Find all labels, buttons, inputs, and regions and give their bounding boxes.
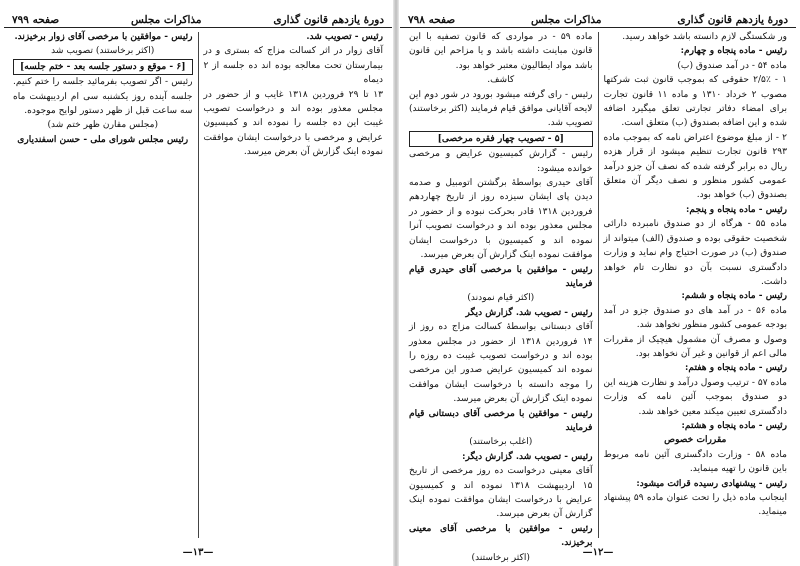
paragraph: کاشف. <box>487 75 515 86</box>
right-folio: —۱۲— <box>582 547 614 558</box>
paragraph: وصول و مصرف آن مشمول هیچیک از مقررات مالی اعم از قوانین و غیر آن نخواهد بود. <box>603 334 787 359</box>
paragraph: ماده ۵۹ - در مواردی که قانون تصفیه با این قانون مباینت داشته باشد و یا مزاحم این قانون باشد مواد ایطالیون معتبر خواهد بود. <box>409 32 593 71</box>
right-header-title: مذاکرات مجلس <box>530 14 602 26</box>
left-page <box>4 4 392 560</box>
paragraph: ماده ۵۶ - در آمد های دو صندوق جزو در آمد بودجه عمومی کشور منظور نخواهد شد. <box>603 305 787 331</box>
paragraph: آقای حیدری بواسطهٔ برگشتن اتومبیل و صدمه دیدن پای ایشان سیزده روز از تاریخ چهاردهم فروردین ۱۳۱۸ قادر بحرکت نبوده و از حضور در مجلس معذور بوده اند و درخواست تصویب آنرا نموده اند و کمیسیون با درخواست ایشان موافقت نموده اینک گزارش آن بعرض میرسد. <box>409 178 593 261</box>
paragraph: رئیس - ماده پنجاه و پنجم: <box>686 203 787 215</box>
paragraph: رئیس - موافقین با مرخصی آقای حیدری قیام فرمایند <box>409 263 593 289</box>
paragraph: رئیس - تصویب شد. گزارش دیگر <box>465 306 593 318</box>
subheading: مقررات خصوص <box>664 434 727 446</box>
paragraph: رئیس - ماده پنجاه و هشتم: <box>681 419 787 431</box>
paragraph: رئیس - ماده پنجاه و هفتم: <box>685 362 787 374</box>
paragraph: (اغلب برخاستند) <box>469 437 533 448</box>
paragraph: ماده ۵۸ - وزارت دادگستری آئین نامه مربوط باین قانون را تهیه مینماید. <box>603 449 787 475</box>
paragraph: رئیس - تصویب شد. گزارش دیگر: <box>462 450 593 462</box>
column-divider <box>598 32 599 538</box>
paragraph: آقای معینی درخواست ده روز مرخصی از تاریخ ۱۵ اردیبهشت ۱۳۱۸ نموده اند و کمیسیون عرایض با درخواست ایشان موافقت نموده اینک گزارش آن بعرض میرسد. <box>409 466 593 520</box>
paragraph: (مجلس مقارن ظهر ختم شد) <box>47 120 159 131</box>
paragraph: رئیس - موافقین با مرخصی آقای معینی برخیزند. <box>409 522 593 549</box>
left-folio: —۱۳— <box>182 547 214 558</box>
paragraph: رئیس - گزارش کمیسیون عرایض و مرخصی خوانده میشود: <box>409 149 593 174</box>
left-page-number: صفحه ۷۹۹ <box>12 14 60 26</box>
paragraph: ۱۳ تا ۲۹ فروردین ۱۳۱۸ غایب و از حضور در مجلس معذور بوده اند و درخواست تصویب غیبت این ده جلسه را نموده اند و کمیسیون عرایض و مرخصی با درخواست ایشان موافقت نموده اینک گزارش آن بعرض میرسد. <box>203 89 383 158</box>
paragraph: رئیس - موافقین با مرخصی آقای زوار برخیزند. <box>14 31 193 42</box>
paragraph: اینجانب ماده ذیل را تحت عنوان ماده ۵۹ پیشنهاد مینماید. <box>603 493 787 518</box>
signature-line: رئیس مجلس شورای ملی - حسن اسفندیاری <box>17 133 189 145</box>
paragraph: رئیس - رای گرفته میشود بورود در شور دوم این لایحه آقایانی موافق قیام فرمایند (اکثر برخاستند) تصویب شد. <box>409 89 593 129</box>
paragraph: آقای زوار در اثر کسالت مزاج که بستری و در بیمارستان تحت معالجه بوده اند ده جلسه از ۲ دیماه <box>203 46 383 86</box>
left-session-title: دورهٔ یازدهم قانون گذاری <box>273 14 384 26</box>
paragraph: (اکثر برخاستند) <box>471 552 530 563</box>
section-heading: [۵ - تصویب چهار فقره مرخصی] <box>409 131 593 147</box>
right-page-header <box>400 4 796 28</box>
section-heading: [۶ - موقع و دستور جلسه بعد - ختم جلسه] <box>13 59 193 75</box>
paragraph: رئیس - تصویب شد. <box>306 31 383 42</box>
paragraph: ۲ - از مبلغ موضوع اعتراض نامه که بموجب ماده ۲۹۳ قانون تجارت تنظیم میشود از قرار هزده ریال ده برابر گرفته شده که نصف آن جزو درآمد عمومی کشور منظور و نصف دیگر آن متعلق بصندوق (ب) خواهد بود. <box>603 132 787 201</box>
paragraph: ور شکستگی لازم دانسته باشد خواهد رسید. <box>622 32 787 42</box>
paragraph: آقای دبستانی بواسطهٔ کسالت مزاج ده روز از ۱۴ فروردین ۱۳۱۸ از حضور در مجلس معذور بوده اند و درخواست تصویب غیبت ده روزه را نموده اند کمیسیون عرایض صدور این مرخصی را موجه دانسته با درخواست ایشان موافقت نموده اینک گزارش آن بعرض میرسد. <box>409 322 593 405</box>
paragraph: (اکثر قیام نمودند) <box>467 293 535 304</box>
right-session-title: دورهٔ یازدهم قانون گذاری <box>677 14 788 26</box>
right-page-number: صفحه ۷۹۸ <box>408 14 456 26</box>
book-spine <box>393 0 399 566</box>
paragraph: (اکثر برخاستند) تصویب شد <box>51 46 155 57</box>
paragraph: ماده ۵۷ - ترتیب وصول درآمد و نظارت هزینه این دو صندوق بموجب آئین نامه که وزارت دادگستری تعیین میکند معین خواهد شد. <box>603 377 787 417</box>
column-divider <box>198 32 199 538</box>
paragraph: رئیس - موافقین با مرخصی آقای دبستانی قیام فرمایند <box>409 407 593 433</box>
left-page-right-column <box>199 30 389 540</box>
left-header-title: مذاکرات مجلس <box>130 14 202 26</box>
left-page-left-column <box>8 30 198 540</box>
paragraph: ماده ۵۴ - در آمد صندوق (ب) <box>677 60 787 71</box>
paragraph: رئیس - ماده پنجاه و ششم: <box>681 290 787 302</box>
right-page-right-column <box>599 30 793 540</box>
left-page-header <box>4 4 392 28</box>
paragraph: ۱ - ۲/۵٪ حقوقی که بموجب قانون ثبت شرکتها مصوب ۲ خرداد ۱۳۱۰ و ماده ۱۱ قانون تجارت برای امضاء دفاتر تجارتی تعلق میگیرد اضافه شده و این اضافه بصندوق (ب) متعلق است. <box>603 75 787 129</box>
paragraph: رئیس - پیشنهادی رسیده قرائت میشود: <box>636 477 787 489</box>
right-page <box>400 4 796 563</box>
paragraph: رئیس - اگر تصویب بفرمائید جلسه را ختم کنیم. جلسه آینده روز یکشنبه سی ام اردیبهشت ماه سه ساعت قبل از ظهر دستور لوایح موجوده. <box>13 77 193 117</box>
paragraph: رئیس - ماده پنجاه و چهارم: <box>680 45 787 57</box>
paragraph: ماده ۵۵ - هرگاه از دو صندوق نامبرده دارائی شخصیت حقوقی بوده و صندوق (الف) میتواند از صندوق (ب) در صورت احتیاج وام نماید و وزارت دادگستری نسبت بآن دو نظارت تام خواهد داشت. <box>603 219 787 287</box>
